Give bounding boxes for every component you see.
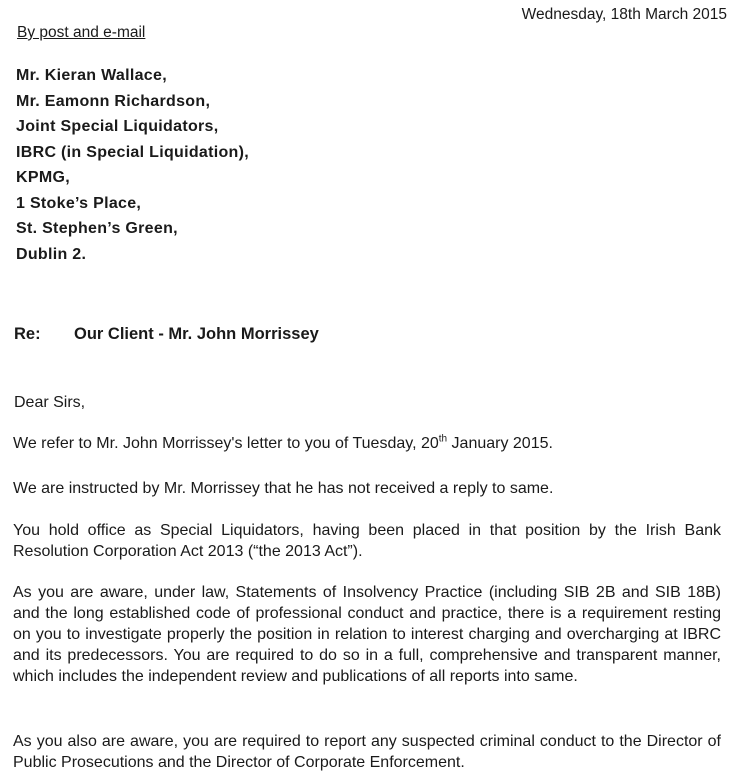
subject-line	[14, 325, 319, 344]
salutation: Dear Sirs,	[14, 394, 86, 411]
address-line: St. Stephen’s Green,	[16, 220, 178, 237]
re-subject: Our Client - Mr. John Morrissey	[74, 325, 319, 343]
delivery-method: By post and e-mail	[17, 24, 146, 41]
body-paragraph-2: We are instructed by Mr. Morrissey that he has not received a reply to same.	[13, 480, 554, 497]
re-label: Re:	[14, 325, 41, 343]
body-paragraph-1: We refer to Mr. John Morrissey's letter to you of Tuesday, 20th January 2015.	[13, 433, 553, 452]
address-line: Dublin 2.	[16, 245, 87, 263]
body-paragraph-3: You hold office as Special Liquidators, having been placed in that position by the Irish Bank Resolution Corporation Act 2013 (“the 2013 Act”).	[13, 522, 721, 560]
body-paragraph-4: As you are aware, under law, Statements of Insolvency Practice (including SIB 2B and SIB 18B) and the long established code of professional conduct and practice, there is a requirement resting on you to investigate properly the position in relation to interest charging and overcharging at IBRC and its predecessors. You are required to do so in a full, comprehensive and transparent manner, which includes the independent review and publications of all reports into same.	[13, 584, 721, 685]
letter-date: Wednesday, 18th March 2015	[521, 6, 727, 23]
address-line: KPMG,	[16, 169, 70, 186]
address-line: Joint Special Liquidators,	[16, 118, 219, 135]
recipient-address	[16, 63, 249, 267]
body-paragraph-5: As you also are aware, you are required to report any suspected criminal conduct to the Director of Public Prosecutions and the Director of Corporate Enforcement.	[13, 733, 721, 771]
address-line: Mr. Kieran Wallace,	[16, 67, 167, 84]
address-line: Mr. Eamonn Richardson,	[16, 92, 211, 110]
address-line: 1 Stoke’s Place,	[16, 194, 142, 212]
address-line: IBRC (in Special Liquidation),	[16, 143, 249, 161]
ordinal-suffix: th	[438, 433, 448, 445]
